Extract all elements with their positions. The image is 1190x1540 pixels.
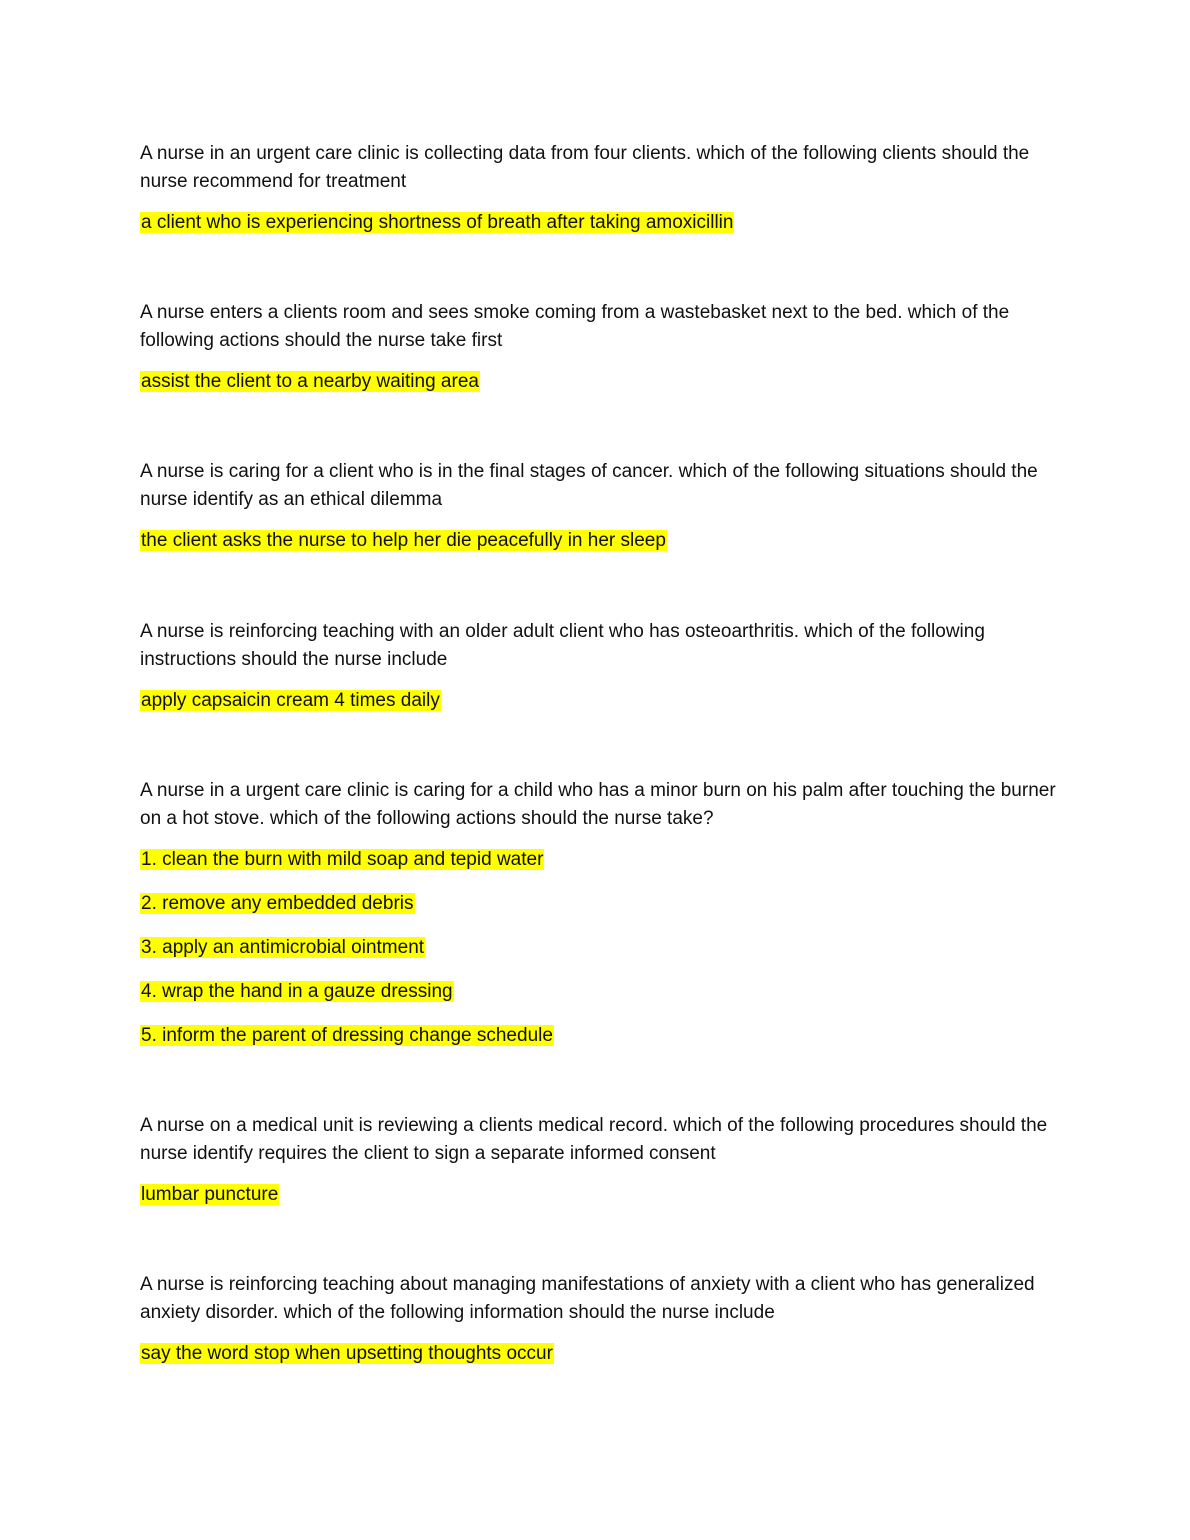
answer-item xyxy=(140,847,1060,873)
question-block-7 xyxy=(140,1271,1060,1367)
question-text: A nurse in an urgent care clinic is collecting data from four clients. which of the following clients should the nurse recommend for treatment xyxy=(140,143,1030,192)
highlighted-answer: 2. remove any embedded debris xyxy=(141,893,414,914)
question-block-3 xyxy=(140,458,1060,554)
question-text: A nurse is reinforcing teaching with an older adult client who has osteoarthritis. which of the following instructions should the nurse include xyxy=(140,621,985,670)
question-block-5 xyxy=(140,777,1060,1049)
highlighted-answer: 3. apply an antimicrobial ointment xyxy=(141,937,425,958)
question-text: A nurse is reinforcing teaching about managing manifestations of anxiety with a client who has generalized anxiety disorder. which of the following information should the nurse include xyxy=(140,1274,1035,1323)
highlighted-answer: lumbar puncture xyxy=(141,1184,279,1205)
answer-item xyxy=(140,1023,1060,1049)
question-block-6 xyxy=(140,1112,1060,1208)
question-block-1 xyxy=(140,140,1060,236)
answer-item xyxy=(140,1341,1060,1367)
answer-item xyxy=(140,979,1060,1005)
question-block-4 xyxy=(140,618,1060,714)
highlighted-answer: say the word stop when upsetting thoughts occur xyxy=(141,1343,553,1364)
highlighted-answer: the client asks the nurse to help her die peacefully in her sleep xyxy=(141,530,666,551)
highlighted-answer: 5. inform the parent of dressing change schedule xyxy=(141,1025,553,1046)
answer-item xyxy=(140,528,1060,554)
highlighted-answer: apply capsaicin cream 4 times daily xyxy=(141,690,440,711)
answer-item xyxy=(140,688,1060,714)
question-text: A nurse enters a clients room and sees smoke coming from a wastebasket next to the bed. which of the following actions should the nurse take first xyxy=(140,302,1010,351)
question-text: A nurse is caring for a client who is in the final stages of cancer. which of the following situations should the nurse identify as an ethical dilemma xyxy=(140,461,1038,510)
question-block-2 xyxy=(140,299,1060,395)
question-text: A nurse on a medical unit is reviewing a clients medical record. which of the following procedures should the nurse identify requires the client to sign a separate informed consent xyxy=(140,1115,1048,1164)
answer-item xyxy=(140,1182,1060,1208)
answer-item xyxy=(140,891,1060,917)
highlighted-answer: a client who is experiencing shortness of breath after taking amoxicillin xyxy=(141,212,734,233)
answer-item xyxy=(140,935,1060,961)
highlighted-answer: 1. clean the burn with mild soap and tepid water xyxy=(141,849,544,870)
answer-item xyxy=(140,210,1060,236)
highlighted-answer: 4. wrap the hand in a gauze dressing xyxy=(141,981,453,1002)
question-text: A nurse in a urgent care clinic is caring for a child who has a minor burn on his palm after touching the burner on a hot stove. which of the following actions should the nurse take? xyxy=(140,780,1056,829)
answer-item xyxy=(140,369,1060,395)
highlighted-answer: assist the client to a nearby waiting area xyxy=(141,371,479,392)
